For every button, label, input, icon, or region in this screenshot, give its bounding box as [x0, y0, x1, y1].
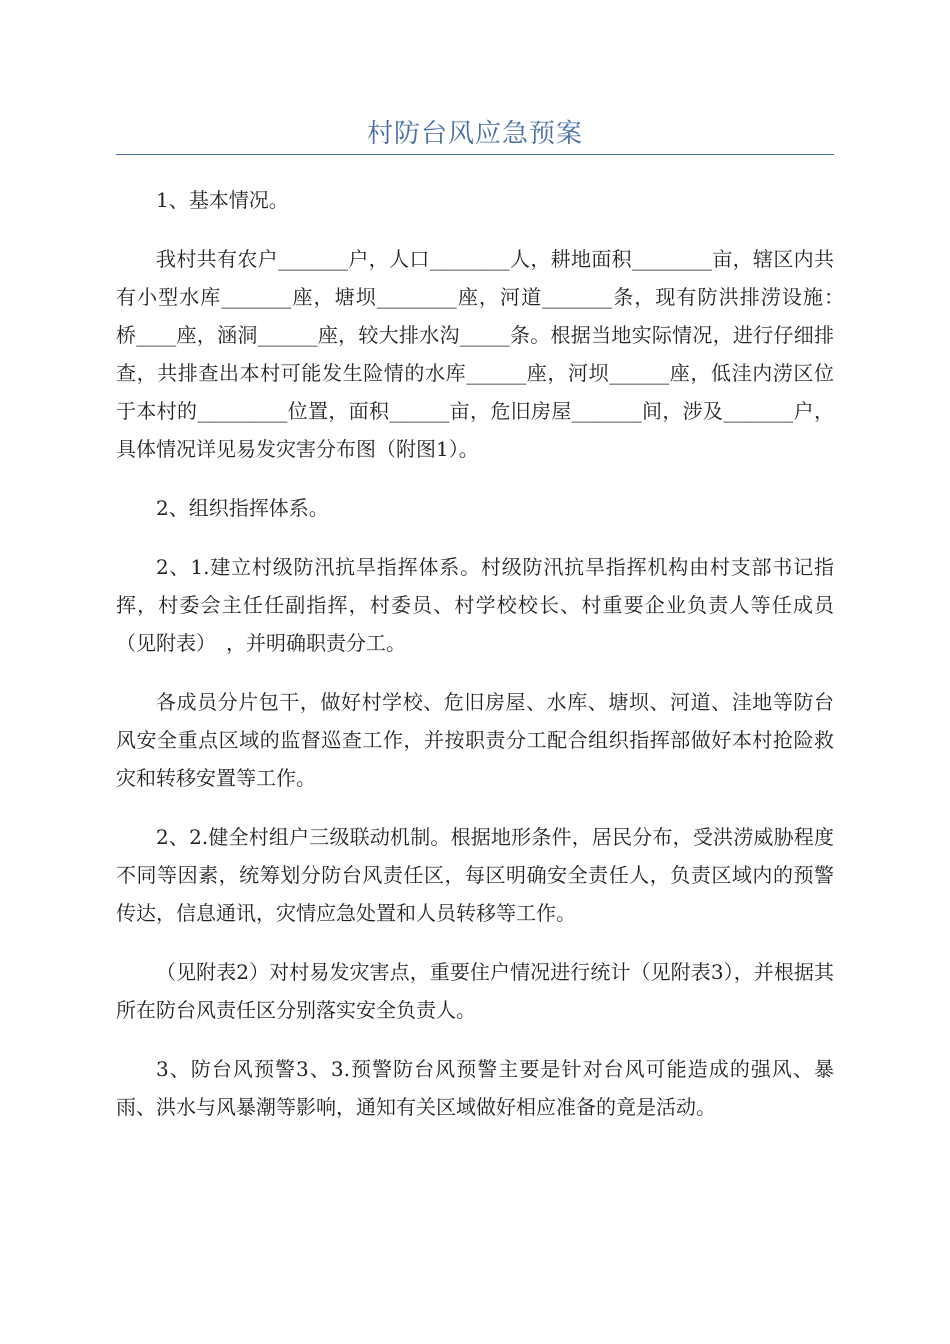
- title-divider: [116, 154, 834, 155]
- paragraph-basic-info: 我村共有农户_______户，人口________人，耕地面积________亩，辖区内共有小型水库_______座，塘坝________座，河道_______条，现有防洪排涝设施： 桥____座，涵洞______座，较大排水沟_____条。根据当地实际情况，进行仔细排查，共排查出本村可能发生险情的水库______座，河坝______座，低洼内涝区位于本村的_________位置，面积______亩，危旧房屋_______间，涉及_______户，具体情况详见易发灾害分布图（附图1）。: [116, 247, 854, 461]
- document-body: [116, 181, 854, 1126]
- paragraph-warning-3: 3、防台风预警3、3.预警防台风预警主要是针对台风可能造成的强风、暴雨、洪水与风暴潮等影响，通知有关区域做好相应准备的竟是活动。: [116, 1057, 834, 1119]
- paragraph-members-duties: 各成员分片包干，做好村学校、危旧房屋、水库、塘坝、河道、洼地等防台风安全重点区域的监督巡查工作，并按职责分工配合组织指挥部做好本村抢险救灾和转移安置等工作。: [116, 690, 834, 790]
- paragraph-command-2-2: 2、2.健全村组户三级联动机制。根据地形条件，居民分布，受洪涝威胁程度不同等因素，统筹划分防台风责任区，每区明确安全责任人，负责区域内的预警传达，信息通讯，灾情应急处置和人员转移等工作。: [116, 825, 834, 925]
- paragraph-appendix-stats: （见附表2）对村易发灾害点，重要住户情况进行统计（见附表3），并根据其所在防台风责任区分别落实安全负责人。: [116, 960, 834, 1022]
- document-title: 村防台风应急预案: [366, 119, 583, 149]
- document-page: [116, 0, 854, 1147]
- section-heading-basic-info: 1、基本情况。: [156, 188, 289, 212]
- paragraph-command-2-1: 2、1.建立村级防汛抗旱指挥体系。村级防汛抗旱指挥机构由村支部书记指挥，村委会主任任副指挥，村委员、村学校校长、村重要企业负责人等任成员（见附表） ，并明确职责分工。: [116, 555, 834, 655]
- section-heading-command-system: 2、组织指挥体系。: [156, 496, 329, 520]
